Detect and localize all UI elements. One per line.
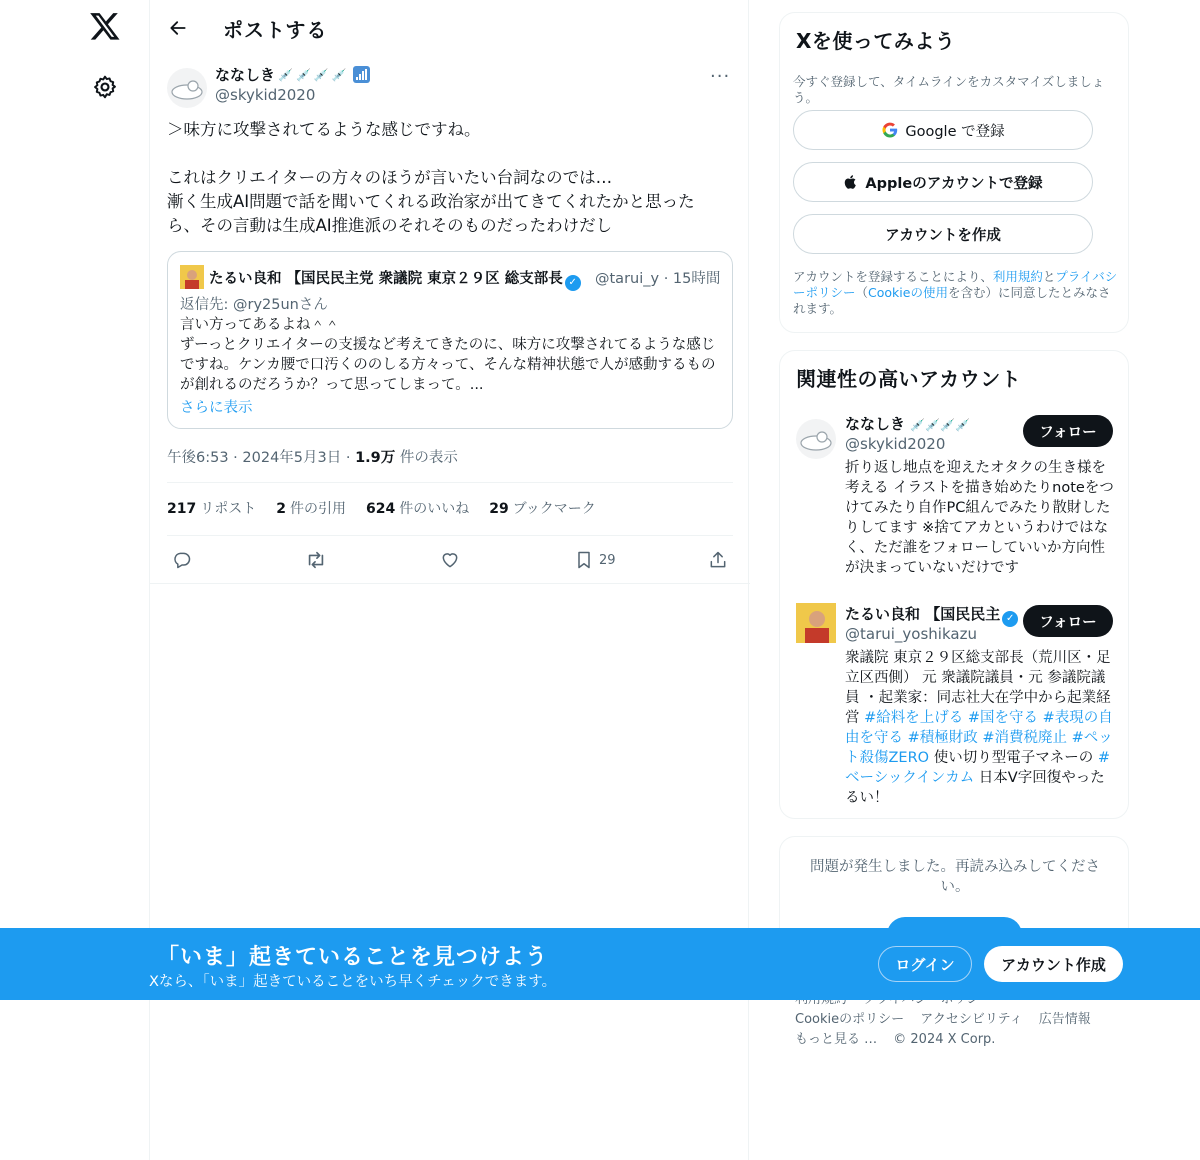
syringe-icon: 💉💉💉💉 — [910, 418, 971, 432]
bookmark-count: 29 — [599, 553, 616, 568]
footer-accessibility-link[interactable]: アクセシビリティ — [920, 1012, 1023, 1027]
view-count: 1.9万 — [355, 450, 396, 466]
error-message: 問題が発生しました。再読み込みしてください。 — [810, 859, 1100, 895]
apple-signup-button[interactable] — [793, 162, 1093, 202]
post-meta — [167, 446, 458, 467]
signup-banner — [0, 928, 1200, 1000]
account-name: ななしき 💉💉💉💉 — [845, 415, 971, 433]
reply-button[interactable] — [167, 545, 197, 575]
stat-reposts[interactable]: 217 リポスト — [167, 501, 257, 517]
quote-avatar — [180, 265, 204, 289]
quote-author-name-text: たるい良和 【国民民主党 衆議院 東京２９区 総支部長 — [209, 271, 563, 287]
follow-button[interactable]: フォロー — [1023, 415, 1113, 447]
like-icon — [440, 550, 460, 570]
footer-more-link[interactable]: もっと見る … — [795, 1032, 878, 1047]
signup-subtitle: 今すぐ登録して、タイムラインをカスタマイズしましょう。 — [793, 74, 1105, 105]
repost-button[interactable] — [301, 545, 331, 575]
account-handle: @skykid2020 — [845, 435, 946, 453]
banner-subtitle: Xなら、「いま」起きていることをいち早くチェックできます。 — [149, 974, 557, 990]
terms-text: アカウントを登録することにより、利用規約とプライバシーポリシー（Cookieの使用を含む）に同意したとみなされます。 — [793, 269, 1118, 316]
syringe-icon: 💉 — [331, 67, 347, 82]
create-account-button[interactable] — [793, 214, 1093, 254]
account-bio: 折り返し地点を迎えたオタクの生き様を考える イラストを描き始めたりnoteをつけてみたり自作PC組んでみたり散財したりしてます ※捨てアカというわけではなく、ただ誰をフォローしていいか方向性が決まっていないだけです — [845, 460, 1114, 576]
hashtag-link[interactable]: #給料を上げる — [864, 710, 964, 726]
gear-icon[interactable] — [92, 74, 118, 100]
hashtag-link[interactable]: #積極財政 — [907, 730, 978, 746]
hashtag-link[interactable]: #ペット殺傷ZERO — [845, 730, 1113, 766]
stat-quotes[interactable]: 2 件の引用 — [276, 501, 346, 517]
author-name[interactable] — [215, 64, 370, 85]
author-name-text: ななしき — [215, 66, 276, 84]
quote-text: 言い方ってあるよね＾＾ ずーっとクリエイターの支援など考えてきたのに、味方に攻撃されてるような感じですね。ケンカ腰で口汚くののしる方々って、そんな精神状態で人が感動するものが創れるのだろうか？って思ってしまって。... — [180, 317, 716, 393]
account-handle: @tarui_yoshikazu — [845, 625, 977, 643]
back-arrow-icon — [168, 18, 188, 38]
repost-icon — [305, 549, 327, 571]
hashtag-link[interactable]: #消費税廃止 — [982, 730, 1068, 746]
bookmark-button[interactable] — [569, 545, 599, 575]
hashtag-link[interactable]: #国を守る — [967, 710, 1039, 726]
create-account-banner-button[interactable]: アカウント作成 — [984, 946, 1123, 982]
cookie-link[interactable]: Cookieの使用 — [868, 285, 948, 300]
avatar[interactable] — [167, 68, 207, 108]
apple-signup-label: Appleのアカウントで登録 — [865, 175, 1043, 192]
syringe-icon: 💉 — [313, 67, 329, 82]
verified-icon: ✓ — [1002, 611, 1018, 627]
post-actions — [150, 545, 750, 575]
quote-reply-to: 返信先: @ry25unさん — [180, 297, 328, 313]
syringe-icon: 💉 — [278, 67, 293, 82]
syringe-icon: 💉 — [295, 67, 311, 82]
related-accounts-card — [779, 350, 1129, 819]
share-icon — [708, 550, 728, 570]
stat-bookmarks[interactable]: 29 ブックマーク — [489, 501, 596, 517]
google-icon — [881, 121, 899, 139]
like-button[interactable] — [435, 545, 465, 575]
related-title: 関連性の高いアカウント — [796, 367, 1022, 391]
back-button[interactable] — [164, 14, 192, 42]
divider — [150, 583, 750, 584]
share-button[interactable] — [703, 545, 733, 575]
hashtag-link[interactable]: #ベーシックインカム — [845, 750, 1110, 786]
footer-ads-link[interactable]: 広告情報 — [1038, 1012, 1091, 1027]
author-handle[interactable]: @skykid2020 — [215, 86, 316, 104]
create-account-label: アカウントを作成 — [885, 227, 1001, 244]
footer-copyright: © 2024 X Corp. — [893, 1032, 996, 1047]
hashtag-link[interactable]: #表現の自由を守る — [845, 710, 1113, 746]
more-icon[interactable]: ··· — [710, 66, 731, 87]
reply-icon — [172, 550, 192, 570]
post-stats — [167, 498, 596, 518]
signup-title: Xを使ってみよう — [796, 29, 956, 53]
apple-icon — [843, 173, 859, 191]
google-signup-label: Google で登録 — [905, 123, 1005, 140]
stat-likes[interactable]: 624 件のいいね — [365, 501, 470, 517]
account-name: たるい良和 【国民民主 ✓ — [845, 603, 1013, 627]
page-title: ポストする — [223, 18, 328, 42]
avatar — [796, 603, 836, 643]
post-time[interactable]: 午後6:53 · 2024年5月3日 · — [167, 450, 356, 466]
google-signup-button[interactable] — [793, 110, 1093, 150]
verified-icon: ✓ — [565, 275, 581, 291]
signal-icon — [353, 66, 370, 83]
divider — [167, 535, 733, 536]
avatar — [796, 419, 836, 459]
x-logo-icon[interactable] — [89, 10, 121, 42]
view-label: 件の表示 — [395, 450, 458, 466]
account-bio: 衆議院 東京２９区総支部長（荒川区・足立区西側） 元 衆議院議員・元 参議院議員 ・起業家：同志社大在学中から起業経営 #給料を上げる #国を守る #表現の自由を守る #積極財政 #消費税廃止 #ペット殺傷ZERO 使い切り型電子マネーの #ベーシックインカム 日本V字回復やったるい！ — [845, 650, 1113, 806]
login-button[interactable]: ログイン — [878, 946, 972, 982]
quote-author-name — [209, 267, 581, 291]
footer-cookie-link[interactable]: Cookieのポリシー — [795, 1012, 905, 1027]
follow-button[interactable]: フォロー — [1023, 605, 1113, 637]
terms-link[interactable]: 利用規約 — [992, 269, 1043, 284]
banner-title: 「いま」起きていることを見つけよう — [157, 945, 549, 970]
signup-card — [779, 12, 1129, 333]
show-more-link[interactable]: さらに表示 — [180, 400, 253, 416]
page-header — [150, 0, 750, 54]
quoted-post[interactable] — [167, 251, 733, 429]
bookmark-icon — [574, 550, 594, 570]
divider — [167, 482, 733, 483]
post-text: ＞味方に攻撃されてるような感じですね。 これはクリエイターの方々のほうが言いたい台詞なのでは… 漸く生成AI問題で話を聞いてくれる政治家が出てきてくれたかと思ったら、その言動は生成AI推進派のそれそのものだったわけだし — [167, 120, 695, 235]
quote-handle-time: @tarui_y · 15時間 — [595, 271, 721, 287]
privacy-link[interactable]: プライバシーポリシー — [793, 269, 1118, 300]
